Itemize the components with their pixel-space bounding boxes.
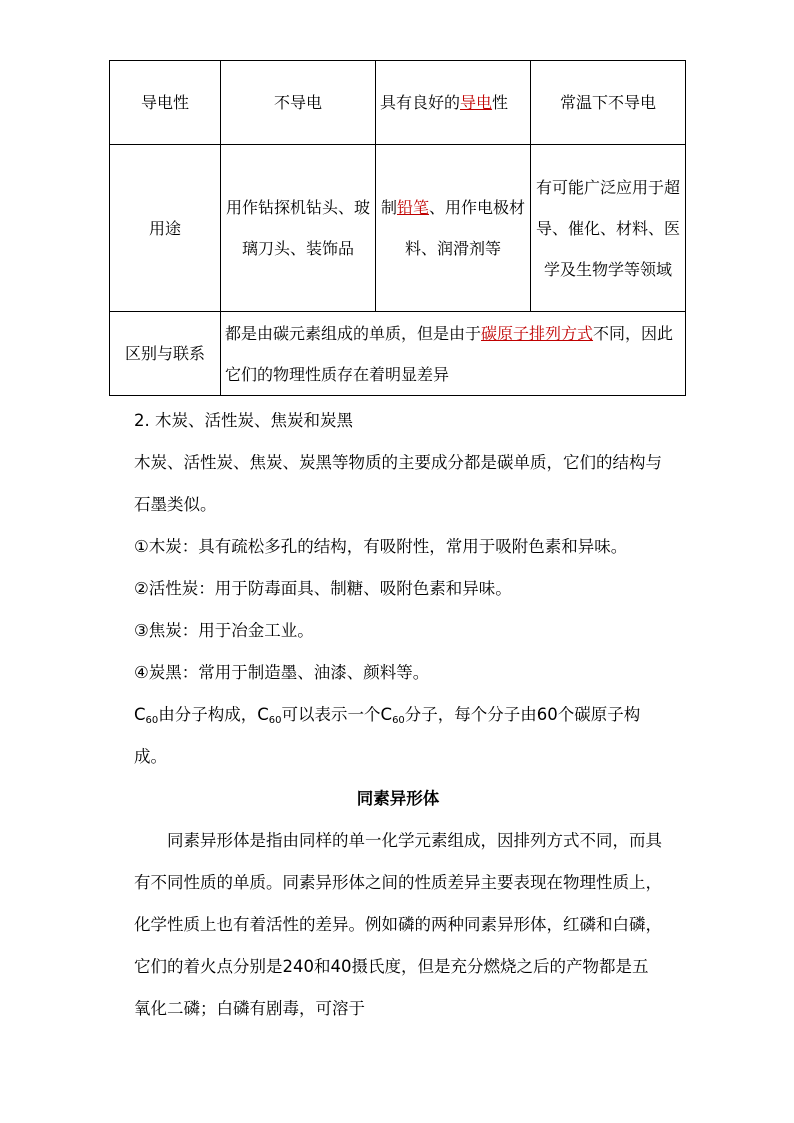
row-label: 导电性 <box>110 61 221 145</box>
difference-cell <box>221 312 686 396</box>
graphite-keyword: 导电 <box>460 93 493 112</box>
graphite-text-post: 性 <box>492 93 509 112</box>
graphite-cell <box>376 61 531 145</box>
table-row-conductivity <box>110 61 686 145</box>
section-intro: 木炭、活性炭、焦炭、炭黑等物质的主要成分都是碳单质，它们的结构与石墨类似。 <box>134 453 662 514</box>
list-item: ④炭黑：常用于制造墨、油漆、颜料等。 <box>134 663 430 682</box>
diamond-cell: 用作钻探机钻头、玻璃刀头、装饰品 <box>221 145 376 312</box>
row-label: 用途 <box>110 145 221 312</box>
graphite-text-pre: 制 <box>380 198 397 217</box>
section-heading: 2. 木炭、活性炭、焦炭和炭黑 <box>134 411 353 430</box>
c60-cell: 常温下不导电 <box>531 61 686 145</box>
c60-paragraph: $C_{60}$由分子构成，$C_{60}$可以表示一个$C_{60}$分子，每个分子由60个碳原子构成。 <box>134 705 641 766</box>
graphite-text-pre: 具有良好的 <box>380 93 461 112</box>
main-content <box>134 400 662 1030</box>
list-item: ①木炭：具有疏松多孔的结构，有吸附性，常用于吸附色素和异味。 <box>134 537 628 556</box>
carbon-properties-table <box>109 60 686 396</box>
difference-keyword: 碳原子排列方式 <box>481 323 594 343</box>
c60-cell: 有可能广泛应用于超导、催化、材料、医学及生物学等领域 <box>531 145 686 312</box>
allotrope-title: 同素异形体 <box>356 789 440 808</box>
allotrope-body: 同素异形体是指由同样的单一化学元素组成，因排列方式不同，而具有不同性质的单质。同素异形体之间的性质差异主要表现在物理性质上，化学性质上也有着活性的差异。例如磷的两种同素异形体，红磷和白磷，它们的着火点分别是240和40摄氏度，但是充分燃烧之后的产物都是五氧化二磷；白磷有剧毒，可溶于 <box>134 831 662 1018</box>
graphite-text-post: 、用作电极材料、润滑剂等 <box>404 198 526 258</box>
table-row-difference <box>110 312 686 396</box>
row-label: 区别与联系 <box>110 312 221 396</box>
diamond-cell: 不导电 <box>221 61 376 145</box>
list-item: ③焦炭：用于冶金工业。 <box>134 621 314 640</box>
difference-text-pre: 都是由碳元素组成的单质，但是由于 <box>225 323 482 343</box>
list-item: ②活性炭：用于防毒面具、制糖、吸附色素和异味。 <box>134 579 512 598</box>
table-row-uses <box>110 145 686 312</box>
graphite-cell <box>376 145 531 312</box>
graphite-keyword: 铅笔 <box>396 198 429 217</box>
difference-text-post: 不同，因此它们的物理性质存在着明显差异 <box>225 323 674 384</box>
